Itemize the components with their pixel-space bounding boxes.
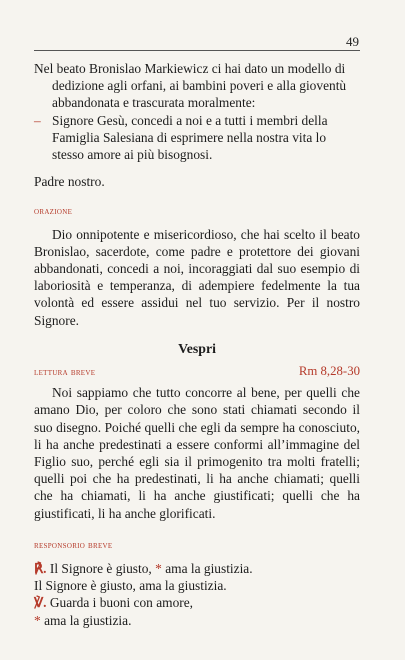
responsorio-line-1 (34, 560, 360, 577)
header-rule (34, 50, 360, 51)
orazione-text: Dio onnipotente e misericordioso, che hai scelto il beato Bronislao, sacerdote, come padre e protettore dei giovani abbandonati, concedi a noi, incoraggiati dal suo esempio di laboriosità e temperanza, di adempiere fedelmente la tua volontà ed essere assidui nel tuo servizio. Per il nostro Signore. (34, 226, 360, 328)
responsorio-line-3-text: Guarda i buoni con amore, (49, 595, 194, 611)
responsorio-line-4 (34, 612, 360, 629)
vespri-title: Vespri (178, 340, 216, 356)
responsorio-line-3 (34, 594, 360, 611)
responsorio-line-1a: Il Signore è giusto, (49, 561, 152, 577)
responsorio-line-1b: ama la giustizia. (165, 561, 253, 577)
asterisk: * (155, 561, 162, 577)
padre-nostro: Padre nostro. (34, 174, 105, 190)
page-body (34, 60, 360, 629)
orazione-heading (34, 203, 360, 220)
responsory-symbol: ℟. (34, 561, 47, 577)
responsorio-line-2: Il Signore è giusto, ama la giustizia. (34, 578, 227, 594)
lettura-heading-row (34, 363, 360, 381)
intro-paragraph: Nel beato Bronislao Markiewicz ci hai dato un modello di dedizione agli orfani, ai bambini poveri e alla gioventù abbandonata e trascurata moralmente: (34, 61, 347, 111)
orazione-heading-text: orazione (34, 206, 73, 218)
intro-response-text: Signore Gesù, concedi a noi e a tutti i membri della Famiglia Salesiana di esprimere nella nostra vita lo stesso amore ai più bisognosi. (52, 112, 328, 163)
intro-response (34, 112, 360, 164)
responsorio-heading (34, 537, 360, 554)
lettura-reference: Rm 8,28-30 (298, 364, 360, 379)
responsorio-line-4-text: ama la giustizia. (44, 612, 132, 628)
asterisk: * (34, 612, 41, 628)
response-dash: – (34, 112, 41, 128)
responsorio-heading-text: responsorio breve (34, 539, 113, 551)
versicle-symbol: ℣. (34, 595, 47, 611)
lettura-heading: lettura breve (34, 367, 96, 379)
page-number: 49 (346, 34, 359, 49)
lettura-text: Noi sappiamo che tutto concorre al bene, per quelli che amano Dio, per coloro che sono stati chiamati secondo il suo disegno. Poiché quelli che egli da sempre ha conosciuto, li ha anche predestinati a essere conformi all’immagine del Figlio suo, perché egli sia il primogenito tra molti fratelli; quelli poi che ha predestinati, li ha anche chiamati; quelli che ha chiamati, li ha anche giustificati; quelli che ha giustificati, li ha anche glorificati. (34, 385, 360, 521)
